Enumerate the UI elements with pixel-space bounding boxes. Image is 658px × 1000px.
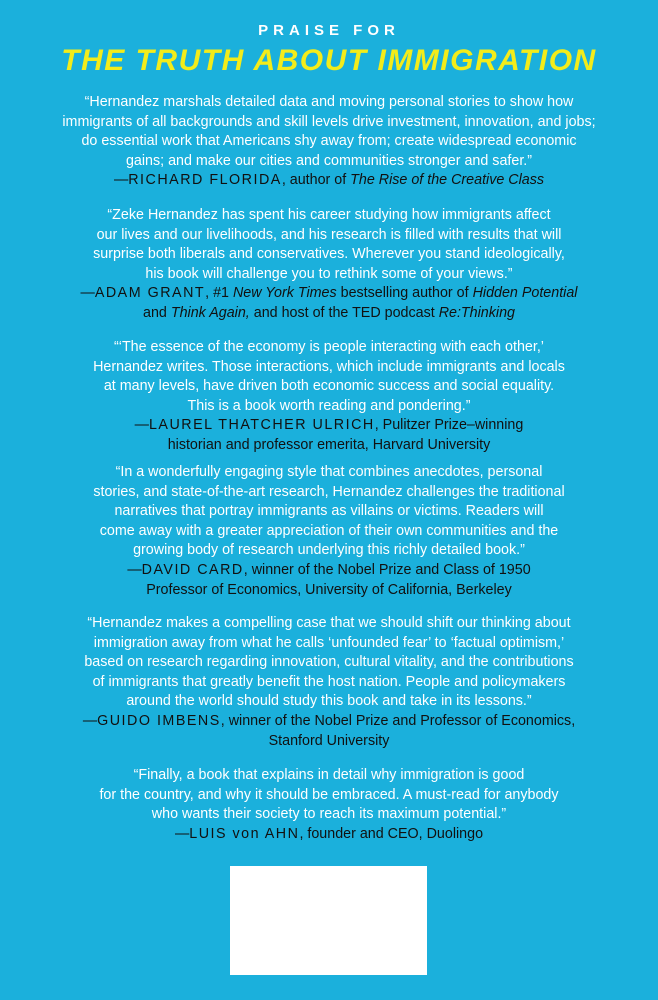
quote-line: do essential work that Americans shy away from; create widespread economic <box>81 133 577 150</box>
quote-line: based on research regarding innovation, cultural vitality, and the contributions <box>84 654 574 671</box>
blurb-card <box>24 463 634 600</box>
quote-line: his book will challenge you to rethink some of your views.” <box>145 265 513 282</box>
quote-line: immigration away from what he calls ‘unfounded fear’ to ‘factual optimism,’ <box>93 634 565 651</box>
attribution-dash: — <box>134 417 149 434</box>
attribution-text: historian and professor emerita, Harvard University <box>167 436 491 453</box>
quote-line: surprise both liberals and conservatives. Wherever you stand ideologically, <box>93 246 565 263</box>
barcode-placeholder <box>230 866 427 975</box>
attribution-line <box>24 732 634 752</box>
quote-line: “In a wonderfully engaging style that combines anecdotes, personal <box>115 464 543 480</box>
quote-line: This is a book worth reading and pondering.” <box>187 397 471 414</box>
attribution-name: GUIDO IMBENS <box>97 712 221 729</box>
attribution-title: The Rise of the Creative Class <box>350 172 545 189</box>
quote-line: “‘The essence of the economy is people interacting with each other,’ <box>114 339 544 355</box>
quote-line: “Finally, a book that explains in detail why immigration is good <box>133 767 525 783</box>
quote-line: narratives that portray immigrants as villains or victims. Readers will <box>114 503 544 520</box>
attribution-line <box>24 581 634 601</box>
attribution-title: Hidden Potential <box>472 285 578 302</box>
attribution-title: New York Times <box>232 285 337 302</box>
attribution-text: , founder and CEO, Duolingo <box>299 825 484 842</box>
attribution-line <box>24 712 634 732</box>
attribution-text: , Pulitzer Prize–winning <box>374 417 524 434</box>
attribution-line <box>24 825 634 845</box>
attribution-name: LAUREL THATCHER ULRICH <box>148 417 375 434</box>
quote-line: come away with a greater appreciation of their own communities and the <box>99 522 559 539</box>
attribution-line <box>24 416 634 436</box>
book-title: THE TRUTH ABOUT IMMIGRATION <box>61 44 597 77</box>
blurb-ulrich <box>24 338 634 456</box>
quote-line: of immigrants that greatly benefit the host nation. People and policymakers <box>92 673 566 690</box>
quote-line: for the country, and why it should be embraced. A must-read for anybody <box>99 786 559 803</box>
quote-line: immigrants of all backgrounds and skill levels drive investment, innovation, and jobs; <box>62 113 596 130</box>
quote-line: gains; and make our cities and communities stronger and safer.” <box>125 152 533 169</box>
attribution-name: DAVID CARD <box>141 561 244 578</box>
attribution-line <box>24 561 634 581</box>
attribution-dash: — <box>113 172 129 189</box>
attribution-title: Re:Thinking <box>438 304 515 321</box>
blurb-florida <box>24 93 634 191</box>
blurb-von-ahn <box>24 766 634 844</box>
attribution-text: and host of the TED podcast <box>249 304 439 321</box>
attribution-name: ADAM GRANT <box>94 285 206 302</box>
attribution-text: , author of <box>281 172 351 189</box>
quote-line: who wants their society to reach its maximum potential.” <box>151 806 507 823</box>
praise-kicker: PRAISE FOR <box>258 22 400 39</box>
quote-line: “Zeke Hernandez has spent his career studying how immigrants affect <box>107 207 551 223</box>
attribution-name: LUIS von AHN <box>189 825 300 842</box>
attribution-text: Stanford University <box>268 732 390 749</box>
attribution-dash: — <box>127 561 142 578</box>
blurb-grant <box>24 206 634 324</box>
attribution-text: , #1 <box>205 285 233 302</box>
blurb-imbens <box>24 614 634 751</box>
quote-line: “Hernandez marshals detailed data and moving personal stories to show how <box>84 94 574 110</box>
attribution-dash: — <box>80 285 95 302</box>
attribution-line <box>24 304 634 324</box>
quote-line: “Hernandez makes a compelling case that we should shift our thinking about <box>87 615 571 631</box>
attribution-line <box>24 436 634 456</box>
quote-line: stories, and state-of-the-art research, Hernandez challenges the traditional <box>93 483 565 500</box>
attribution-text: Professor of Economics, University of California, Berkeley <box>146 581 512 598</box>
attribution-line <box>24 284 634 304</box>
attribution-text: , winner of the Nobel Prize and Professor of Economics, <box>220 712 576 729</box>
quote-line: our lives and our livelihoods, and his research is filled with results that will <box>96 226 562 243</box>
attribution-dash: — <box>174 825 190 842</box>
attribution-title: Think Again, <box>170 304 250 321</box>
attribution-line <box>24 171 634 191</box>
attribution-dash: — <box>82 712 98 729</box>
quote-line: at many levels, have driven both economic success and social equality. <box>103 378 555 395</box>
attribution-name: RICHARD FLORIDA <box>128 172 282 189</box>
attribution-text: bestselling author of <box>336 285 473 302</box>
quote-line: growing body of research underlying this richly detailed book.” <box>133 542 525 559</box>
attribution-text: , winner of the Nobel Prize and Class of 1950 <box>243 561 531 578</box>
attribution-text: and <box>143 304 171 321</box>
quote-line: Hernandez writes. Those interactions, which include immigrants and locals <box>93 358 565 375</box>
quote-line: around the world should study this book and take in its lessons.” <box>126 693 532 710</box>
